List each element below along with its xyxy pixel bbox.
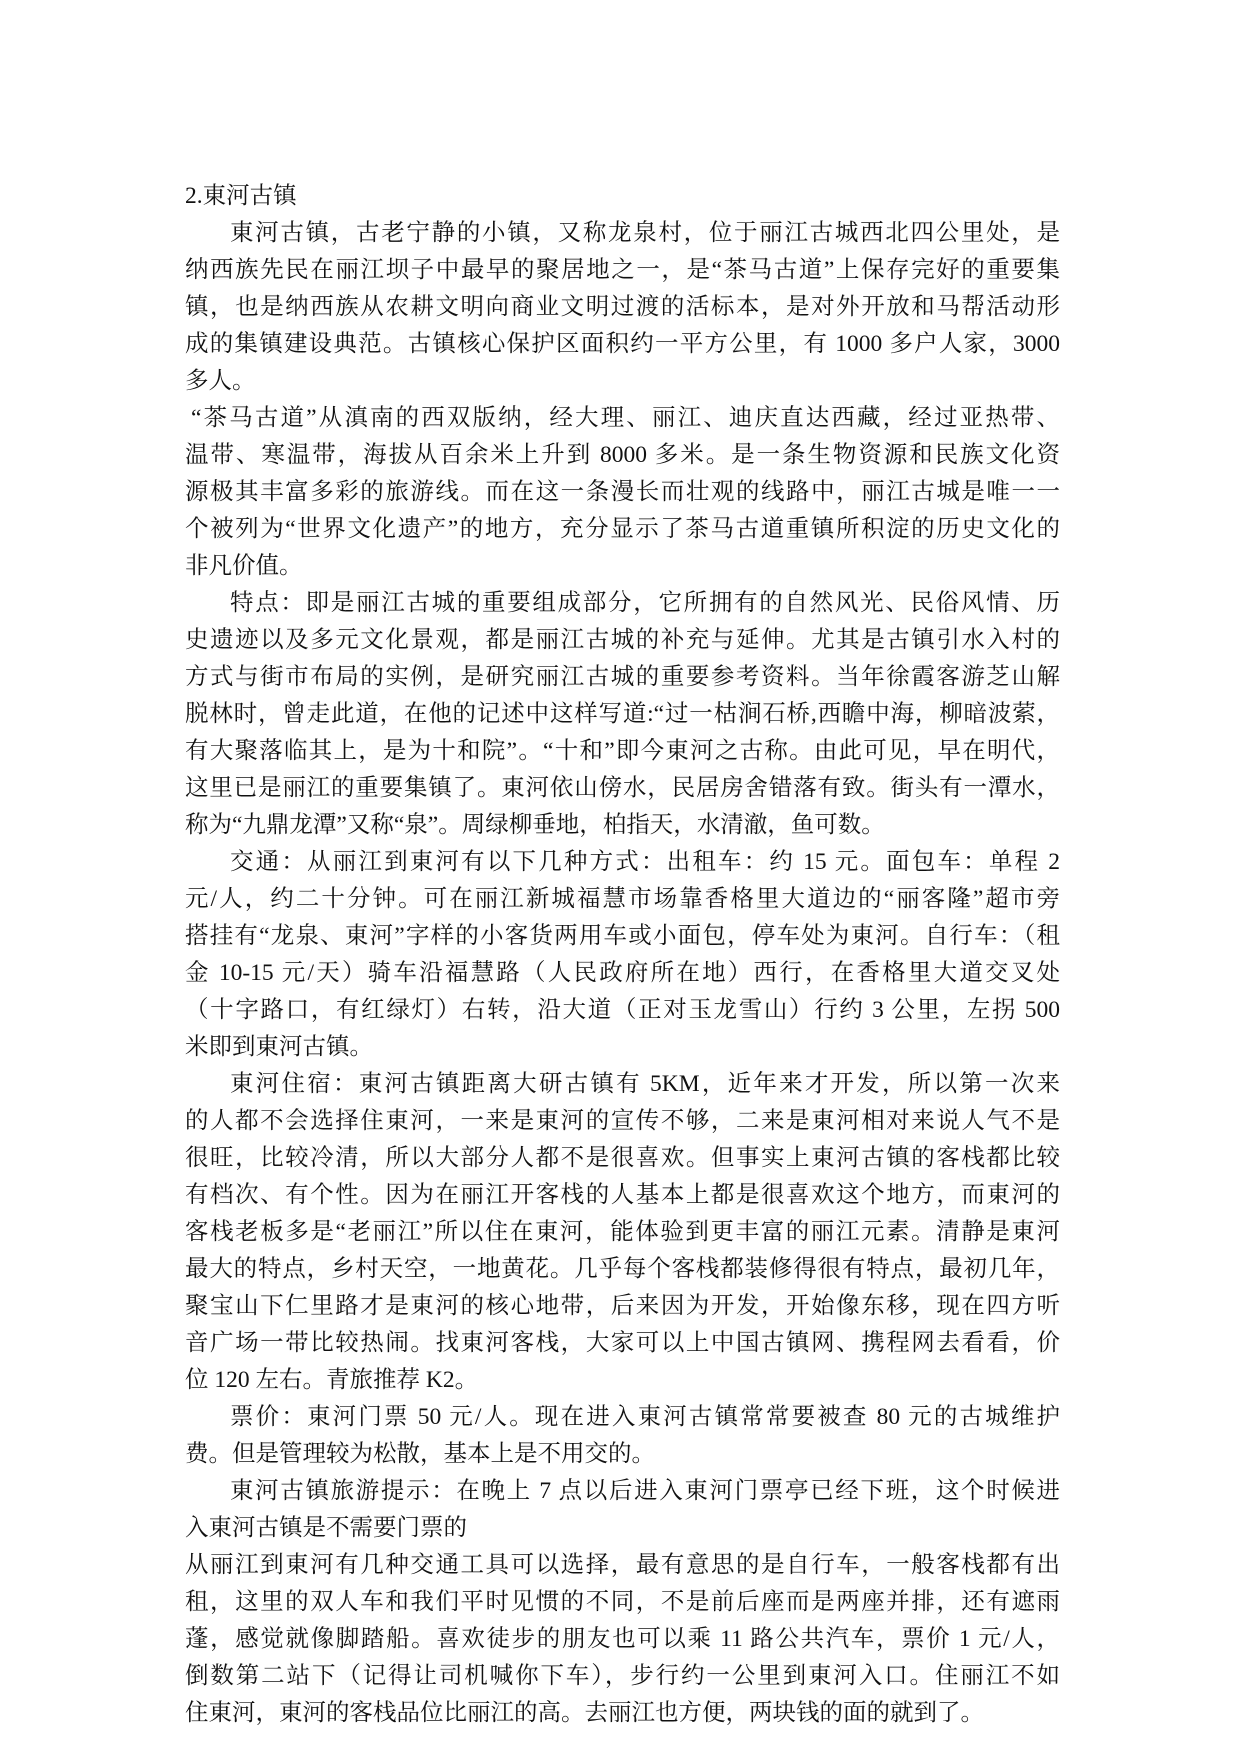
- paragraph-line: 称为“九鼎龙潭”又称“泉”。周绿柳垂地，柏指天，水清澈，鱼可数。: [185, 812, 885, 838]
- paragraph-line: 方式与街市布局的实例，是研究丽江古城的重要参考资料。当年徐霞客游芝山解: [185, 664, 1060, 690]
- paragraph-line: 米即到東河古镇。: [185, 1034, 373, 1060]
- paragraph-line: 客栈老板多是“老丽江”所以住在東河，能体验到更丰富的丽江元素。清静是東河: [185, 1219, 1060, 1245]
- paragraph-travel-tip: [185, 1473, 1060, 1547]
- paragraph-line: 入東河古镇是不需要门票的: [185, 1515, 467, 1541]
- paragraph-line: 很旺，比较冷清，所以大部分人都不是很喜欢。但事实上東河古镇的客栈都比较: [185, 1145, 1060, 1171]
- paragraph-line: 聚宝山下仁里路才是東河的核心地带，后来因为开发，开始像东移，现在四方听: [185, 1293, 1060, 1319]
- paragraph-line: 搭挂有“龙泉、東河”字样的小客货两用车或小面包，停车处为東河。自行车：（租: [185, 923, 1060, 949]
- paragraph-line: 温带、寒温带，海拔从百余米上升到 8000 多米。是一条生物资源和民族文化资: [185, 442, 1060, 468]
- paragraph-line: 脱林时，曾走此道，在他的记述中这样写道:“过一枯涧石桥,西瞻中海，柳暗波萦，: [185, 701, 1060, 727]
- paragraph-line: （十字路口，有红绿灯）右转，沿大道（正对玉龙雪山）行约 3 公里，左拐 500: [185, 997, 1060, 1023]
- paragraph-line: 特点：即是丽江古城的重要组成部分，它所拥有的自然风光、民俗风情、历: [230, 590, 1060, 616]
- paragraph-features: [185, 585, 1060, 844]
- paragraph-line: 这里已是丽江的重要集镇了。東河依山傍水，民居房舍错落有致。街头有一潭水，: [185, 775, 1060, 801]
- paragraph-line: 有大聚落临其上，是为十和院”。“十和”即今東河之古称。由此可见，早在明代，: [185, 738, 1060, 764]
- paragraph-line: 住東河，東河的客栈品位比丽江的高。去丽江也方便，两块钱的面的就到了。: [185, 1700, 984, 1726]
- paragraph-tea-horse-road: [185, 400, 1060, 585]
- paragraph-line: 纳西族先民在丽江坝子中最早的聚居地之一，是“茶马古道”上保存完好的重要集: [185, 257, 1060, 283]
- paragraph-line: 租，这里的双人车和我们平时见惯的不同，不是前后座而是两座并排，还有遮雨: [185, 1589, 1060, 1615]
- paragraph-line: 成的集镇建设典范。古镇核心保护区面积约一平方公里，有 1000 多户人家，3000: [185, 331, 1060, 357]
- paragraph-line: 从丽江到東河有几种交通工具可以选择，最有意思的是自行车，一般客栈都有出: [185, 1552, 1060, 1578]
- paragraph-line: 最大的特点，乡村天空，一地黄花。几乎每个客栈都装修得很有特点，最初几年，: [185, 1256, 1060, 1282]
- paragraph-line: 个被列为“世界文化遗产”的地方，充分显示了茶马古道重镇所积淀的历史文化的: [185, 516, 1060, 542]
- paragraph-getting-around: [185, 1547, 1060, 1732]
- paragraph-line: 倒数第二站下（记得让司机喊你下车），步行约一公里到東河入口。住丽江不如: [185, 1663, 1060, 1689]
- paragraph-line: 费。但是管理较为松散，基本上是不用交的。: [185, 1441, 655, 1467]
- paragraph-line: 位 120 左右。青旅推荐 K2。: [185, 1367, 479, 1393]
- paragraph-line: 票价：東河门票 50 元/人。现在进入東河古镇常常要被查 80 元的古城维护: [230, 1404, 1060, 1430]
- paragraph-line: 交通：从丽江到東河有以下几种方式：出租车：约 15 元。面包车：单程 2: [230, 849, 1060, 875]
- paragraph-line: 音广场一带比较热闹。找東河客栈，大家可以上中国古镇网、携程网去看看，价: [185, 1330, 1060, 1356]
- paragraph-ticket-price: [185, 1399, 1060, 1473]
- paragraph-line: 的人都不会选择住東河，一来是東河的宣传不够，二来是東河相对来说人气不是: [185, 1108, 1060, 1134]
- paragraph-line: 源极其丰富多彩的旅游线。而在这一条漫长而壮观的线路中，丽江古城是唯一一: [185, 479, 1060, 505]
- paragraph-line: 元/人，约二十分钟。可在丽江新城福慧市场靠香格里大道边的“丽客隆”超市旁: [185, 886, 1060, 912]
- paragraph-line: 多人。: [185, 368, 256, 394]
- paragraph-line: “茶马古道”从滇南的西双版纳，经大理、丽江、迪庆直达西藏，经过亚热带、: [191, 405, 1060, 431]
- paragraph-line: 蓬，感觉就像脚踏船。喜欢徒步的朋友也可以乘 11 路公共汽车，票价 1 元/人，: [185, 1626, 1060, 1652]
- paragraph-transport: [185, 844, 1060, 1066]
- document-body: [185, 178, 1060, 1732]
- paragraph-line: 東河古镇，古老宁静的小镇，又称龙泉村，位于丽江古城西北四公里处，是: [230, 220, 1060, 246]
- paragraph-line: 東河住宿：東河古镇距离大研古镇有 5KM，近年来才开发，所以第一次来: [230, 1071, 1060, 1097]
- paragraph-line: 有档次、有个性。因为在丽江开客栈的人基本上都是很喜欢这个地方，而東河的: [185, 1182, 1060, 1208]
- paragraph-overview: [185, 215, 1060, 400]
- paragraph-line: 東河古镇旅游提示：在晚上 7 点以后进入東河门票亭已经下班，这个时候进: [230, 1478, 1060, 1504]
- paragraph-line: 金 10-15 元/天）骑车沿福慧路（人民政府所在地）西行，在香格里大道交叉处: [185, 960, 1060, 986]
- paragraph-line: 史遗迹以及多元文化景观，都是丽江古城的补充与延伸。尤其是古镇引水入村的: [185, 627, 1060, 653]
- paragraph-accommodation: [185, 1066, 1060, 1399]
- paragraph-line: 镇，也是纳西族从农耕文明向商业文明过渡的活标本，是对外开放和马帮活动形: [185, 294, 1060, 320]
- paragraph-line: 非凡价值。: [185, 553, 303, 579]
- section-heading: 2.東河古镇: [185, 183, 297, 209]
